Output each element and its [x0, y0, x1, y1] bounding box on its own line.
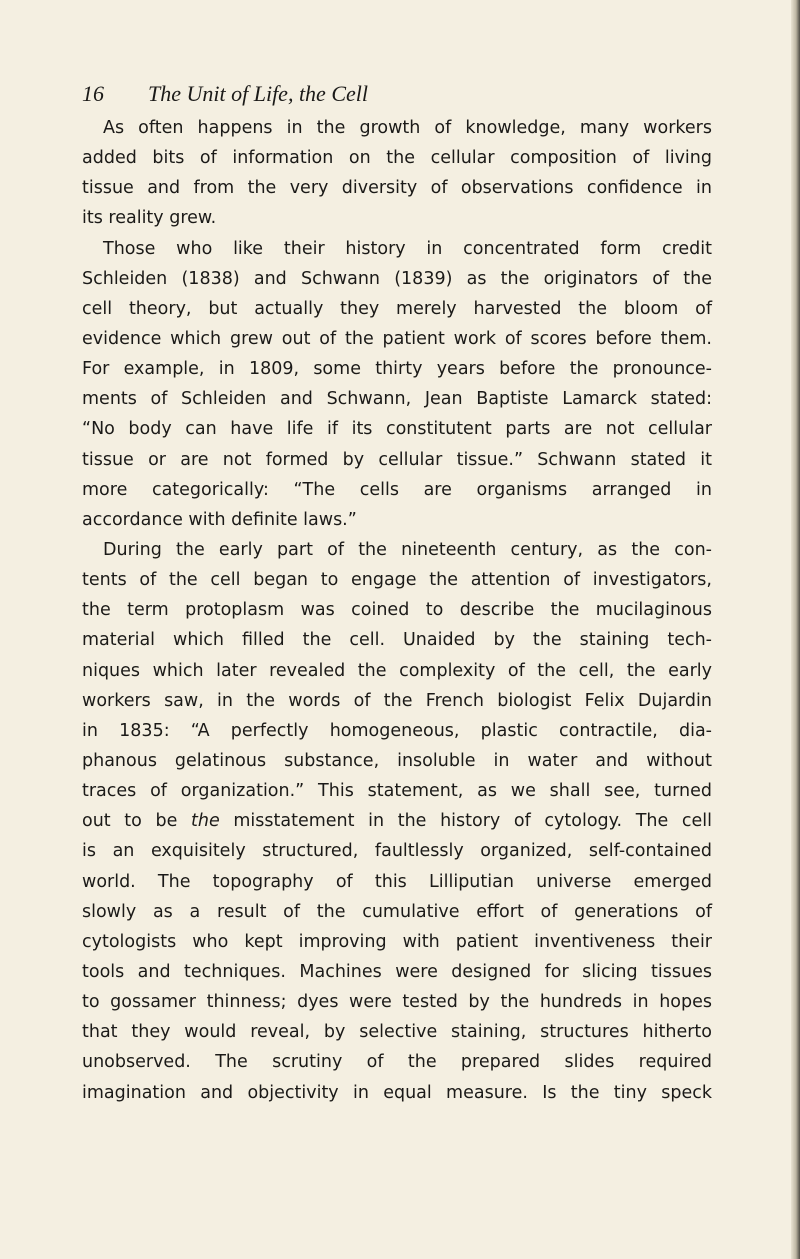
text-line: cell theory, but actually they merely harvested the bloom of — [82, 298, 712, 319]
text-line: tissue or are not formed by cellular tissue.” Schwann stated it — [82, 449, 712, 470]
text-line: As often happens in the growth of knowledge, many workers — [103, 118, 712, 138]
page-number: 16 — [82, 81, 104, 106]
text-line: imagination and objectivity in equal measure. Is the tiny speck — [82, 1082, 712, 1103]
book-page — [82, 74, 712, 1108]
text-line: slowly as a result of the cumulative effort of generations of — [82, 901, 712, 922]
text-line: in 1835: “A perfectly homogeneous, plastic contractile, dia- — [82, 720, 712, 741]
text-line: ments of Schleiden and Schwann, Jean Baptiste Lamarck stated: — [82, 389, 712, 410]
text-line: added bits of information on the cellular composition of living — [82, 148, 712, 169]
text-line: unobserved. The scrutiny of the prepared slides required — [82, 1052, 712, 1073]
text-line: tissue and from the very diversity of observations confidence in — [82, 178, 712, 199]
text-line: phanous gelatinous substance, insoluble in water and without — [82, 750, 712, 771]
text-line: tools and techniques. Machines were designed for slicing tissues — [82, 961, 712, 982]
text-line: For example, in 1809, some thirty years before the pronounce- — [82, 359, 712, 380]
text-line: traces of organization.” This statement, as we shall see, turned — [82, 781, 712, 802]
body-text — [82, 113, 712, 1108]
text-line: material which filled the cell. Unaided by the staining tech- — [82, 630, 712, 651]
text-line: world. The topography of this Lilliputian universe emerged — [82, 871, 712, 892]
text-line: “No body can have life if its constitutent parts are not cellular — [82, 419, 712, 440]
page-edge-shadow — [791, 0, 800, 1259]
text-line: niques which later revealed the complexity of the cell, the early — [82, 660, 712, 681]
text-line-with-emphasis — [82, 806, 712, 836]
emphasized-word: the — [191, 811, 220, 832]
text-line: the term protoplasm was coined to describe the mucilaginous — [82, 600, 712, 621]
text-line: that they would reveal, by selective staining, structures hitherto — [82, 1022, 712, 1043]
text-segment: misstatement in the history of cytology. The cell — [219, 811, 712, 832]
running-head — [82, 74, 712, 114]
text-line: its reality grew. — [82, 208, 217, 229]
text-line: During the early part of the nineteenth century, as the con- — [103, 539, 712, 560]
chapter-title: The Unit of Life, the Cell — [148, 81, 368, 106]
text-line: to gossamer thinness; dyes were tested by the hundreds in hopes — [82, 992, 712, 1013]
text-segment: out to be — [82, 811, 192, 832]
text-line: more categorically: “The cells are organisms arranged in — [82, 479, 712, 500]
text-line: tents of the cell began to engage the attention of investigators, — [82, 570, 712, 591]
text-line: evidence which grew out of the patient work of scores before them. — [82, 328, 712, 349]
text-line: Schleiden (1838) and Schwann (1839) as the originators of the — [82, 268, 712, 289]
text-line: cytologists who kept improving with patient inventiveness their — [82, 931, 712, 952]
text-line: Those who like their history in concentrated form credit — [103, 238, 712, 259]
text-line: workers saw, in the words of the French biologist Felix Dujardin — [82, 690, 712, 711]
text-line: accordance with definite laws.” — [82, 509, 357, 530]
text-line: is an exquisitely structured, faultlessly organized, self-contained — [82, 841, 712, 862]
